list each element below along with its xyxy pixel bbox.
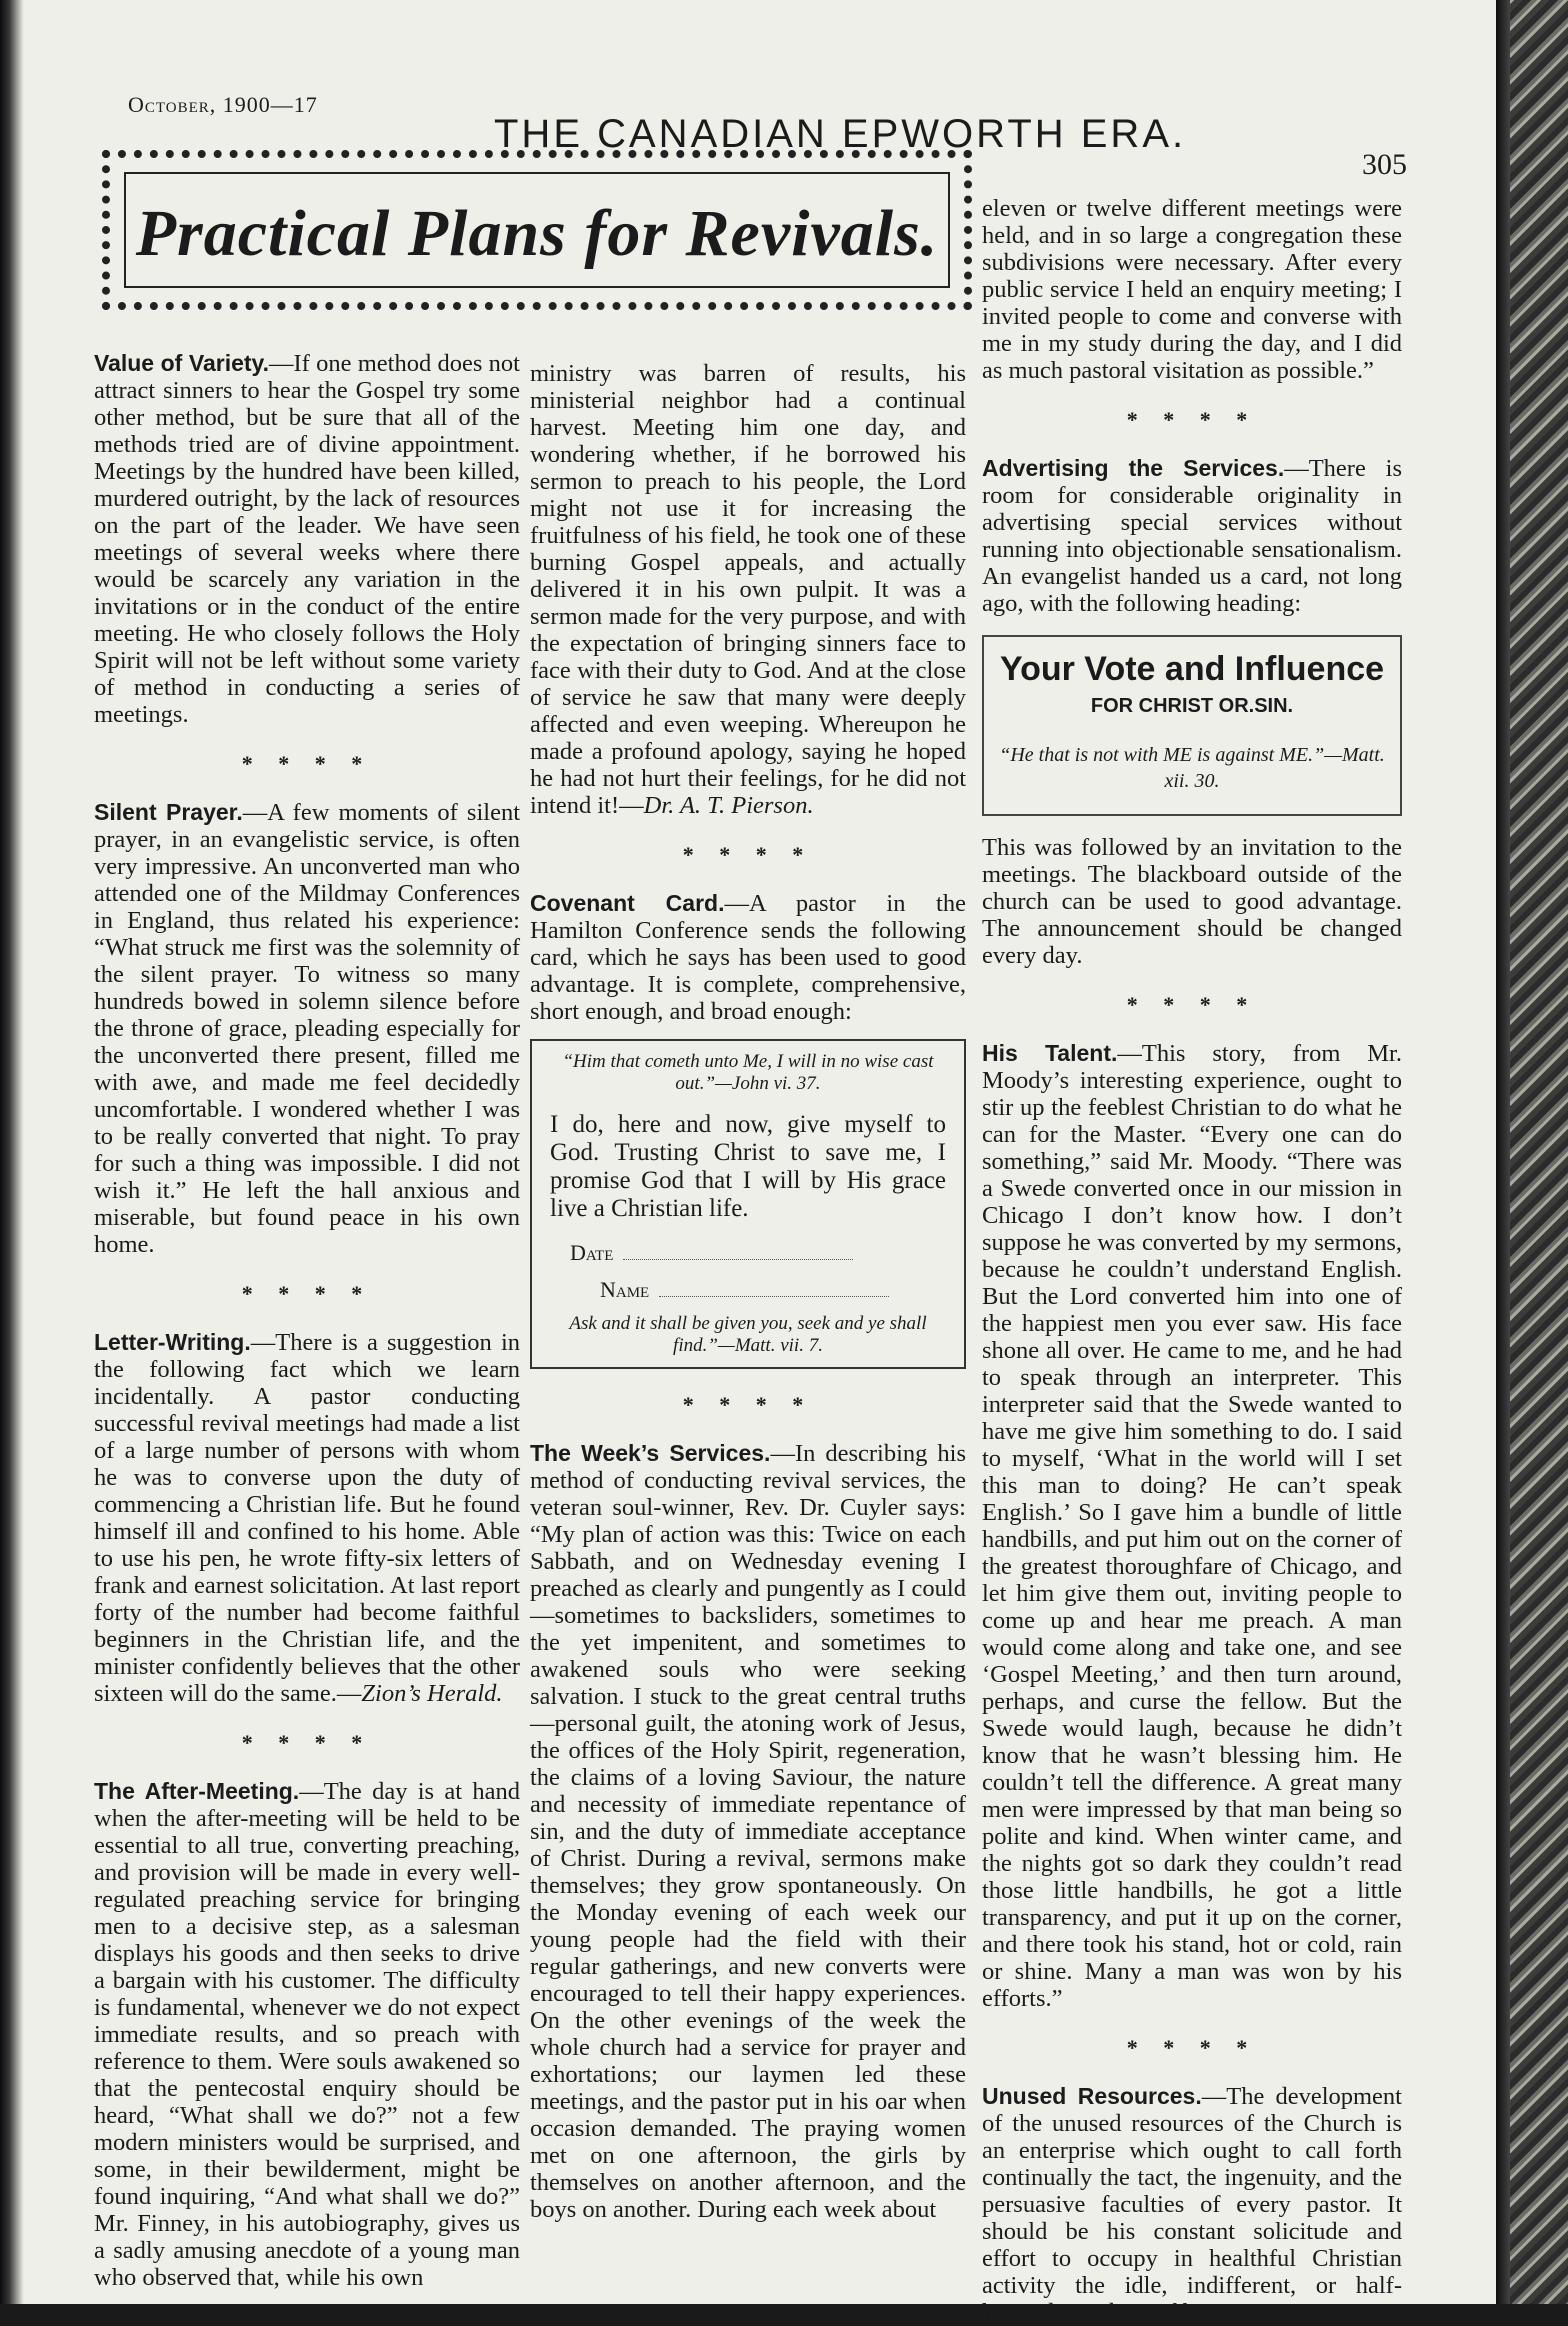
section-divider: * * * * [241, 1281, 373, 1306]
name-line [659, 1282, 889, 1297]
column-1 [94, 350, 520, 2291]
attribution: Zion’s Herald. [361, 1680, 503, 1707]
section-weeks-services [530, 1440, 966, 2223]
date-label: Date [570, 1240, 614, 1265]
section-divider: * * * * [1126, 2035, 1258, 2060]
book-binding [1496, 0, 1568, 2304]
section-silent-prayer [94, 799, 520, 1258]
section-value-of-variety [94, 350, 520, 728]
card-verse-top: “Him that cometh unto Me, I will in no wise cast out.”—John vi. 37. [562, 1051, 934, 1094]
section-text: —The day is at hand when the after-meeting will be held to be essential to all true, converting preaching, and provision will be made in every well-regulated preaching service for bringing men to a decisive step, as a salesman displays his goods and then seeks to drive a bargain with his customer. The difficulty is fundamental, whenever we do not expect immediate results, and so preach with reference to them. Were souls awakened so that the pentecostal enquiry should be heard, “What shall we do?” not a few modern ministers would be surprised, and some, in their bewilderment, might be found inquiring, “And what shall we do?” Mr. Finney, in his autobiography, gives us a sadly amusing anecdote of a young man who observed that, while his own [94, 1778, 520, 2291]
article-title: Practical Plans for Revivals. [135, 197, 939, 270]
section-text: ministry was barren of results, his ministerial neighbor had a continual harvest. Meeting him one day, and wondering whether, if he borrowed his sermon to preach to his people, the Lord might not use it for increasing the fruitfulness of his field, he took one of these burning Gospel appeals, and actually delivered it in his own pulpit. It was a sermon made for the very purpose, and with the expectation of bringing sinners face to face with their duty to God. And at the close of service he saw that many were deeply affected and even weeping. Whereupon he made a profound apology, saying he hoped he had not hurt their feelings, for he did not intend it!— [530, 360, 966, 819]
section-divider: * * * * [1126, 992, 1258, 1017]
section-text: —If one method does not attract sinners to hear the Gospel try some other method, but be sure that all of the methods tried are of divine appointment. Meetings by the hundred have been killed, murdered outright, by the lack of resources on the part of the leader. We have seen meetings of several weeks where there would be scarcely any variation in the invitations or in the conduct of the entire meeting. He who closely follows the Holy Spirit will not be left without some variety of method in conducting a series of meetings. [94, 350, 520, 728]
section-heading: Covenant Card. [530, 890, 725, 916]
page-number: 305 [1362, 148, 1407, 181]
section-text: —A pastor in the Hamilton Conference sends the following card, which he says has been used to good advantage. It is complete, comprehensive, short enough, and broad enough: [530, 890, 966, 1025]
section-heading: Advertising the Services. [982, 455, 1285, 481]
section-text: —A few moments of silent prayer, in an evangelistic service, is often very impressive. An unconverted man who attended one of the Mildmay Conferences in England, thus related his experience: “What struck me first was the solemnity of the silent prayer. To witness so many hundreds bowed in solemn silence before the throne of grace, pleading especially for the unconverted there present, filled me with awe, and made me feel decidedly uncomfortable. I wondered whether I was to be really converted that night. To pray for such a thing was impossible. I did not wish it.” He left the hall anxious and miserable, but found peace in his own home. [94, 799, 521, 1258]
section-divider: * * * * [241, 1730, 373, 1755]
section-text: —There is a suggestion in the following fact which we learn incidentally. A pastor conducting successful revival meetings had made a list of a large number of persons with whom he was to converse upon the duty of commencing a Christian life. But he found himself ill and confined to his home. Able to use his pen, he wrote fifty-six letters of frank and earnest solicitation. At last report forty of the number had become faithful beginners in the Christian life, and the minister confidently believes that the other sixteen will do the same.— [94, 1329, 520, 1707]
section-divider: * * * * [682, 842, 814, 867]
column-2 [530, 360, 966, 2223]
section-divider: * * * * [682, 1392, 814, 1417]
ad-card-verse: “He that is not with ME is against ME.”—Matt. xii. 30. [999, 744, 1385, 792]
card-pledge: I do, here and now, give myself to God. Trusting Christ to save me, I promise God that I will by His grace live a Christian life. [550, 1111, 946, 1222]
card-date-field [570, 1239, 946, 1266]
section-unused-resources [982, 2083, 1402, 2326]
banner-frame [124, 172, 950, 288]
section-advertising [982, 455, 1402, 617]
ad-card-subtitle: FOR CHRIST OR.SIN. [1090, 695, 1294, 717]
section-covenant-card [530, 890, 966, 1025]
section-his-talent [982, 1040, 1402, 2012]
section-divider: * * * * [1126, 407, 1258, 432]
continued-text: eleven or twelve different meetings were held, and in so large a congregation these subdivisions were necessary. After every public service I held an enquiry meeting; I invited people to come and converse with me in my study during the day, and I did as much pastoral visitation as possible.” [982, 195, 1402, 384]
section-heading: Unused Resources. [982, 2083, 1202, 2109]
section-heading: Silent Prayer. [94, 799, 243, 825]
attribution: Dr. A. T. Pierson. [643, 792, 814, 819]
section-heading: His Talent. [982, 1040, 1118, 1066]
ad-card-title: Your Vote and Influence [999, 650, 1385, 688]
column-3 [982, 195, 1402, 2326]
magazine-page [24, 0, 1512, 2326]
page-edge-shadow [0, 0, 24, 2304]
section-divider: * * * * [241, 751, 373, 776]
section-heading: The After-Meeting. [94, 1778, 300, 1804]
section-letter-writing [94, 1329, 520, 1707]
title-banner [102, 150, 972, 310]
card-name-field [600, 1276, 946, 1303]
section-after-meeting [94, 1778, 520, 2291]
section-heading: Letter-Writing. [94, 1329, 251, 1355]
section-text: —This story, from Mr. Moody’s interesting experience, ought to stir up the feeblest Christian to do what he can for the Master. “Every one can do something,” said Mr. Moody. “There was a Swede converted once in our mission in Chicago I don’t know how. I don’t suppose he was converted by my sermons, because he couldn’t understand English. But the Lord converted him into one of the happiest men you ever saw. His face shone all over. He came to me, and he had to speak through an interpreter. This interpreter said that the Swede wanted to have me give him something to do. I said to myself, ‘What in the world will I set this man to doing? He can’t speak English.’ So I gave him a bundle of little handbills, and put him out on the corner of the greatest thoroughfare of Chicago, and let him give them out, inviting people to come up and hear me preach. A man would come along and take one, and see ‘Gospel Meeting,’ and then turn around, perhaps, and curse the fellow. But the Swede would laugh, because he didn’t know that he wasn’t blessing him. He couldn’t tell the difference. A great many men were impressed by that man being so polite and kind. When winter came, and the nights got so dark they couldn’t read those little handbills, he got a little transparency, and put it up on the corner, and there took his stand, hot or cold, rain or shine. Many a man was won by his efforts.” [982, 1040, 1402, 2012]
date-line [623, 1245, 853, 1260]
section-text: —The development of the unused resources of the Church is an enterprise which ought to call forth continually the tact, the ingenuity, and the persuasive faculties of every pastor. It should be his constant solicitude and effort to occupy in healthful Christian activity the idle, indifferent, or half-hearted members of his congregation. [982, 2083, 1402, 2326]
advertising-card [982, 635, 1402, 816]
after-ad-text: This was followed by an invitation to the meetings. The blackboard outside of the church can be used to good advantage. The announcement should be changed every day. [982, 834, 1402, 969]
section-heading: The Week’s Services. [530, 1440, 771, 1466]
name-label: Name [600, 1277, 650, 1302]
section-heading: Value of Variety. [94, 350, 270, 376]
covenant-card-box [530, 1039, 966, 1369]
card-verse-bottom: Ask and it shall be given you, seek and ye shall find.”—Matt. vii. 7. [569, 1313, 927, 1356]
issue-date: October, 1900—17 [128, 92, 318, 117]
magazine-title: THE CANADIAN EPWORTH ERA. [494, 112, 1187, 156]
continued-text [530, 360, 966, 819]
section-text: —In describing his method of conducting revival services, the veteran soul-winner, Rev. Dr. Cuyler says: “My plan of action was this: Twice on each Sabbath, and on Wednesday evening I preached as clearly and pungently as I could—sometimes to backsliders, sometimes to the yet impenitent, and sometimes to awakened souls who were seeking salvation. I stuck to the great central truths—personal guilt, the atoning work of Jesus, the offices of the Holy Spirit, regeneration, the claims of a loving Saviour, the nature and necessity of immediate repentance of sin, and the duty of immediate acceptance of Christ. During a revival, sermons make themselves; they grow spontaneously. On the Monday evening of each week our young people had the field with their regular gatherings, and new converts were encouraged to tell their happy experiences. On the other evenings of the week the whole church had a service for prayer and exhortations; our laymen led these meetings, and the pastor put in his oar when occasion demanded. The praying women met on one afternoon, the girls by themselves on another afternoon, and the boys on another. During each week about [530, 1440, 966, 2223]
section-text: —There is room for considerable originality in advertising special services without running into objectionable sensationalism. An evangelist handed us a card, not long ago, with the following heading: [982, 455, 1402, 617]
